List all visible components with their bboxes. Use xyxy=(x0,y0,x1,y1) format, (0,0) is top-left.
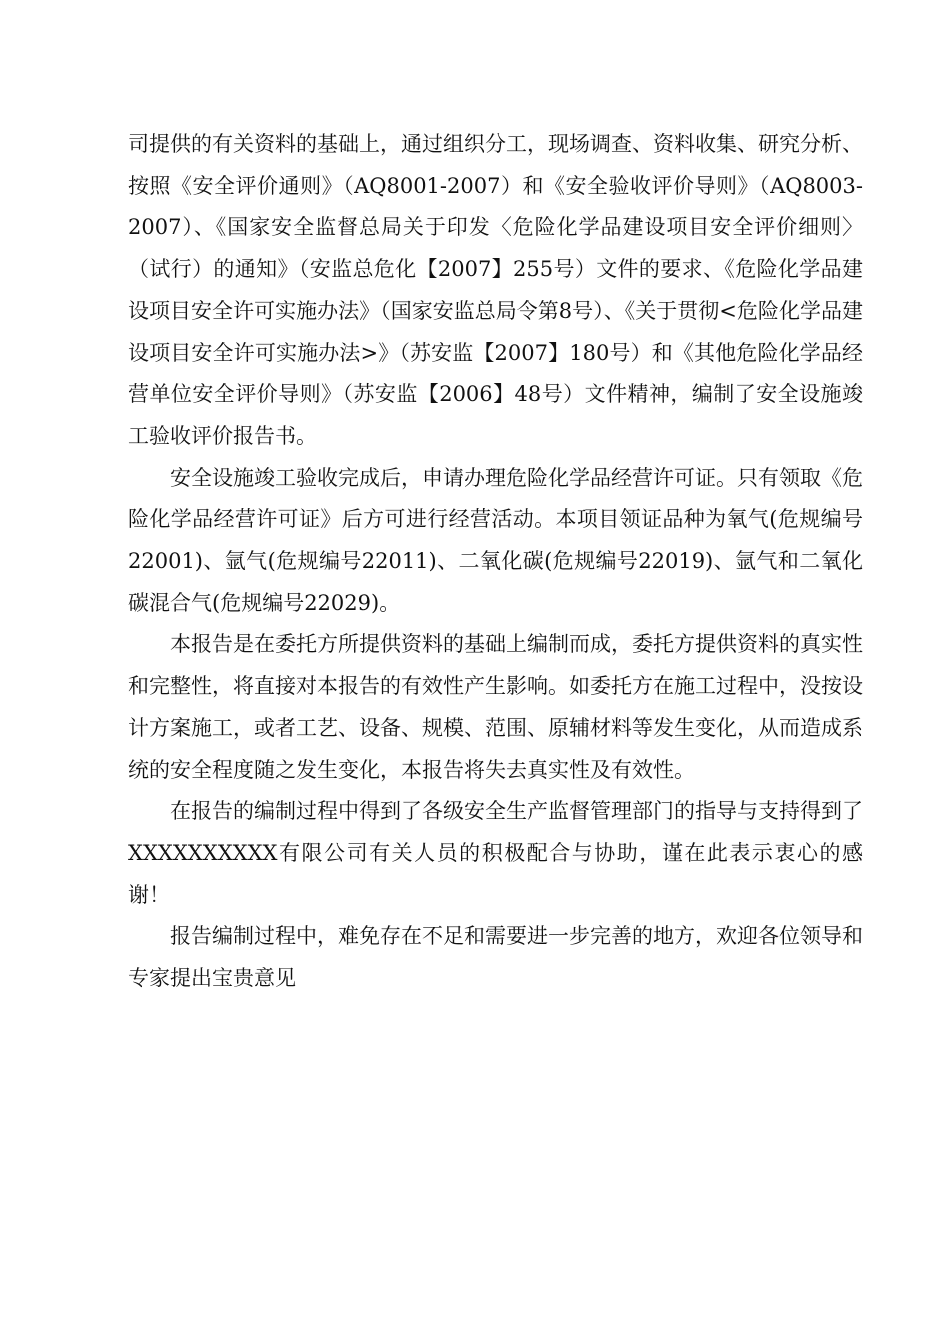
paragraph-2: 安全设施竣工验收完成后，申请办理危险化学品经营许可证。只有领取《危险化学品经营许可证》后方可进行经营活动。本项目领证品种为氧气(危规编号22001)、氩气(危规编号22011)、二氧化碳(危规编号22019)、氩气和二氧化碳混合气(危规编号22029)。 xyxy=(128,465,863,615)
paragraph-1: 司提供的有关资料的基础上，通过组织分工，现场调查、资料收集、研究分析、按照《安全评价通则》（AQ8001-2007）和《安全验收评价导则》（AQ8003-2007）、《国家安全监督总局关于印发〈危险化学品建设项目安全评价细则〉（试行）的通知》（安监总危化【2007】255号）文件的要求、《危险化学品建设项目安全许可实施办法》（国家安监总局令第8号）、《关于贯彻<危险化学品建设项目安全许可实施办法>》（苏安监【2007】180号）和《其他危险化学品经营单位安全评价导则》（苏安监【2006】48号）文件精神，编制了安全设施竣工验收评价报告书。 xyxy=(128,132,863,448)
paragraph-4: 在报告的编制过程中得到了各级安全生产监督管理部门的指导与支持得到了XXXXXXXXXX有限公司有关人员的积极配合与协助，谨在此表示衷心的感谢！ xyxy=(128,799,863,907)
paragraph-3: 本报告是在委托方所提供资料的基础上编制而成，委托方提供资料的真实性和完整性，将直接对本报告的有效性产生影响。如委托方在施工过程中，没按设计方案施工，或者工艺、设备、规模、范围、原辅材料等发生变化，从而造成系统的安全程度随之发生变化，本报告将失去真实性及有效性。 xyxy=(128,632,863,782)
paragraph-5: 报告编制过程中，难免存在不足和需要进一步完善的地方，欢迎各位领导和专家提出宝贵意见 xyxy=(128,924,863,991)
document-body xyxy=(128,124,863,1000)
